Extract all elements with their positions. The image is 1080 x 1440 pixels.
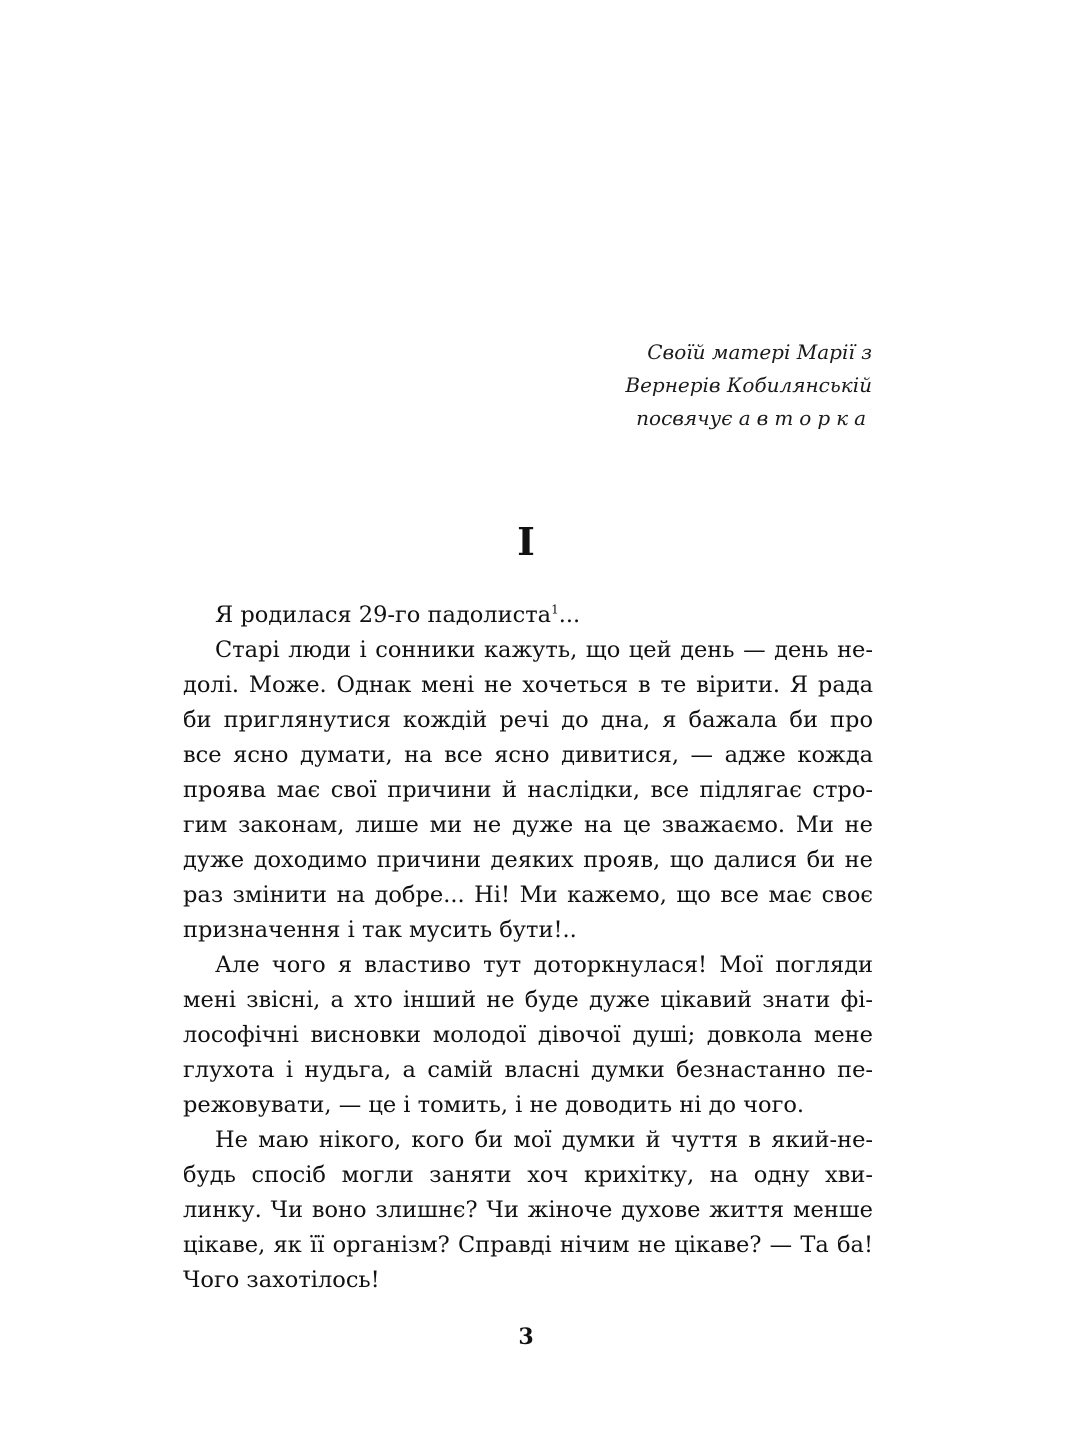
paragraph: Не маю нікого, кого би мої думки й чуття в який-небудь спосіб могли заняти хоч крихітку, на одну хвилинку. Чи воно злишнє? Чи жіноче духове життя менше цікаве, як її організм? Справді нічим не цікаве? — Та ба! Чого захотілось! [183,1127,873,1293]
chapter-heading: I [517,519,535,564]
dedication-line-1: Своїй матері Марії з [647,340,872,364]
dedication-author-word: авторка [738,406,872,430]
dedication-line-3 [625,402,872,435]
footnote-reference[interactable]: 1 [551,602,559,617]
dedication [625,336,872,435]
paragraph: Але чого я властиво тут доторкнулася! Мої погляди мені звісні, а хто інший не буде дуже цікавий знати філософічні висновки молодої дівочої душі; довкола мене глухота і нудьга, а самій власні думки безнастанно пережовувати, — це і томить, і не доводить ні до чого. [183,952,873,1118]
chapter-body [183,598,873,1298]
paragraph: Старі люди і сонники кажуть, що цей день — день недолі. Може. Однак мені не хочеться в те вірити. Я рада би приглянутися кождій речі до дна, я бажала би про все ясно думати, на все ясно дивитися, — адже кожда проява має свої причини й наслідки, все підлягає строгим законам, лише ми не дуже на це зважаємо. Ми не дуже доходимо причини деяких прояв, що далися би не раз змінити на добре... Ні! Ми кажемо, що все має своє призначення і так мусить бути!.. [183,637,873,943]
paragraph [183,598,873,633]
page-number: 3 [518,1324,534,1350]
paragraph-text: Я родилася 29-го падолиста [215,602,552,628]
dedication-line-3-prefix: посвячує [636,406,739,430]
dedication-line-2: Вернерів Кобилянській [625,373,872,397]
paragraph-tail: ... [558,602,581,628]
